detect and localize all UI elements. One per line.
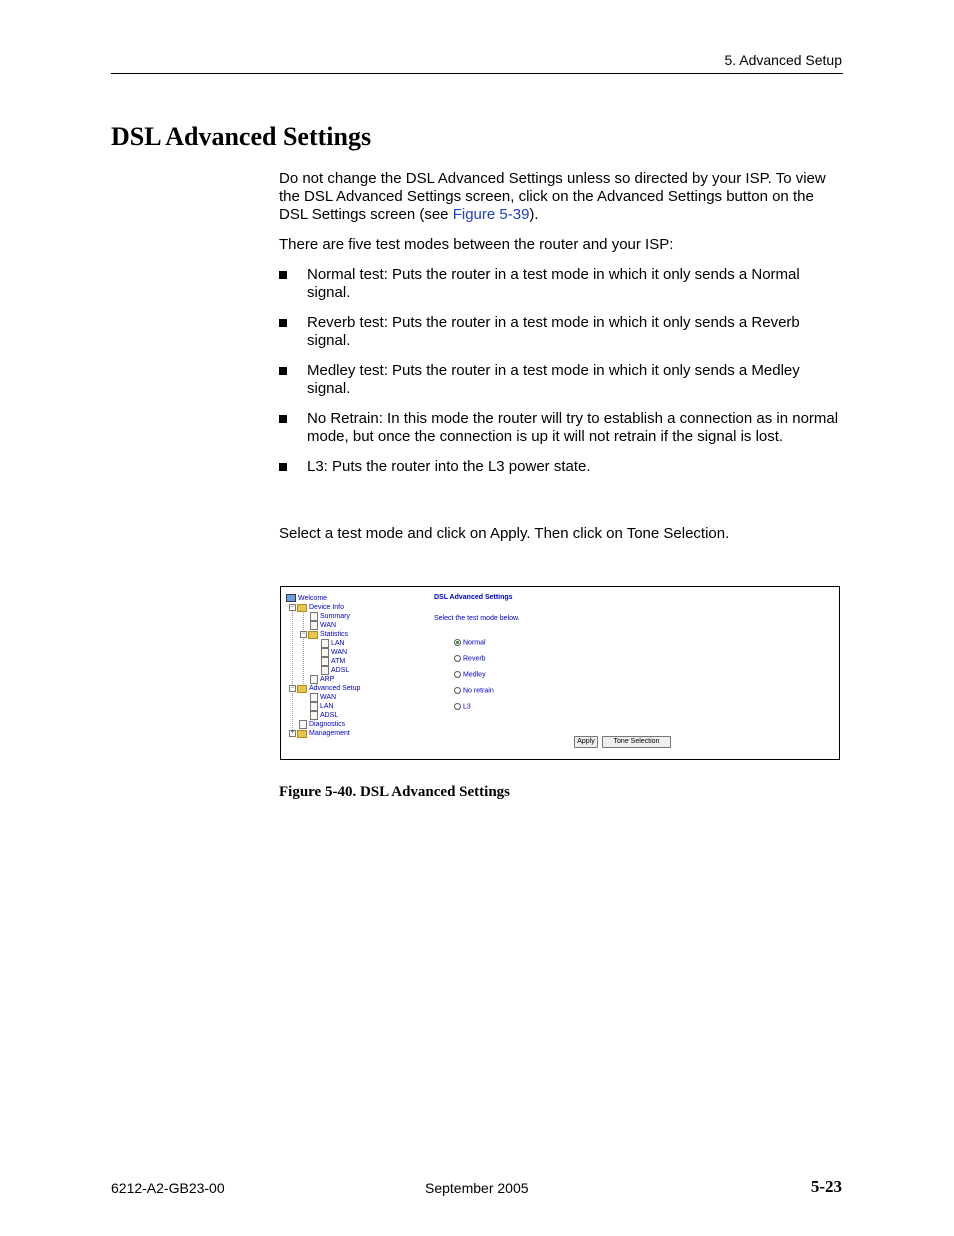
list-item <box>279 458 844 476</box>
dsl-advanced-settings-screenshot: Welcome − Device Info Summary WAN − Statistics LAN WAN ATM ADSL ARP − Advanced Setup WAN LAN ADSL Diagnostics + Management DSL Advanced Settings Select the test mode below. Normal Reverb Medley No retrain L3 Apply Tone Selection <box>280 586 840 760</box>
list-item <box>279 266 844 302</box>
page-icon <box>310 621 318 630</box>
collapse-icon[interactable]: − <box>290 604 295 610</box>
page-icon <box>321 648 329 657</box>
list-item-text: Medley test: Puts the router in a test mode in which it only sends a Medley signal. <box>307 362 800 397</box>
running-header: 5. Advanced Setup <box>724 52 842 68</box>
intro-text: Do not change the DSL Advanced Settings unless so directed by your ISP. To view the DSL Advanced Settings screen, click on the Advanced Settings button on the DSL Settings screen (see <box>279 170 826 223</box>
tone-selection-button[interactable]: Tone Selection <box>602 736 671 748</box>
bullet-square-icon <box>279 367 287 375</box>
bullet-square-icon <box>279 463 287 471</box>
page-icon <box>310 702 318 711</box>
page-icon <box>310 675 318 684</box>
expand-icon[interactable]: + <box>290 730 295 736</box>
modes-lead: There are five test modes between the router and your ISP: <box>279 236 674 253</box>
radio-selected-icon[interactable] <box>454 639 461 646</box>
tree-guide-line <box>303 610 304 690</box>
radio-option-normal[interactable]: Normal <box>454 639 486 646</box>
page-icon <box>310 693 318 702</box>
computer-icon <box>286 594 296 602</box>
radio-option-no-retrain[interactable]: No retrain <box>454 687 494 694</box>
page-icon <box>321 666 329 675</box>
radio-icon[interactable] <box>454 703 461 710</box>
collapse-icon[interactable]: − <box>290 685 295 691</box>
list-item-text: Reverb test: Puts the router in a test mode in which it only sends a Reverb signal. <box>307 314 800 349</box>
collapse-icon[interactable]: − <box>301 631 306 637</box>
instruction-text: Select a test mode and click on Apply. Then click on Tone Selection. <box>279 525 730 542</box>
list-item-text: Normal test: Puts the router in a test mode in which it only sends a Normal signal. <box>307 266 800 301</box>
page-icon <box>321 639 329 648</box>
radio-icon[interactable] <box>454 687 461 694</box>
test-mode-list <box>279 266 844 476</box>
radio-option-l3[interactable]: L3 <box>454 703 471 710</box>
bullet-square-icon <box>279 271 287 279</box>
bullet-list-container <box>279 266 844 488</box>
page-icon <box>299 720 307 729</box>
header-rule <box>111 73 843 74</box>
radio-option-medley[interactable]: Medley <box>454 671 486 678</box>
figure-5-39-link[interactable]: Figure 5-39 <box>452 206 530 223</box>
figure-caption: Figure 5-40. DSL Advanced Settings <box>279 784 510 800</box>
tree-guide-line <box>292 610 293 736</box>
list-item <box>279 410 844 446</box>
publication-date: September 2005 <box>425 1180 529 1196</box>
page-number: 5-23 <box>810 1177 842 1196</box>
bullet-square-icon <box>279 319 287 327</box>
intro-paragraph <box>279 170 844 224</box>
list-item <box>279 362 844 398</box>
panel-title: DSL Advanced Settings <box>434 594 513 601</box>
page-icon <box>310 612 318 621</box>
apply-button[interactable]: Apply <box>574 736 598 748</box>
radio-icon[interactable] <box>454 671 461 678</box>
folder-icon <box>297 685 307 693</box>
page-icon <box>321 657 329 666</box>
document-number: 6212-A2-GB23-00 <box>111 1180 225 1196</box>
panel-subtitle: Select the test mode below. <box>434 615 520 622</box>
radio-icon[interactable] <box>454 655 461 662</box>
folder-icon <box>297 730 307 738</box>
bullet-square-icon <box>279 415 287 423</box>
page-title: DSL Advanced Settings <box>111 122 372 151</box>
list-item-text: No Retrain: In this mode the router will try to establish a connection as in normal mode, but once the connection is up it will not retrain if the signal is lost. <box>307 410 839 445</box>
intro-text-end: ). <box>529 206 539 223</box>
list-item <box>279 314 844 350</box>
folder-icon <box>308 631 318 639</box>
page-icon <box>310 711 318 720</box>
radio-option-reverb[interactable]: Reverb <box>454 655 486 662</box>
list-item-text: L3: Puts the router into the L3 power state. <box>307 458 591 475</box>
folder-icon <box>297 604 307 612</box>
